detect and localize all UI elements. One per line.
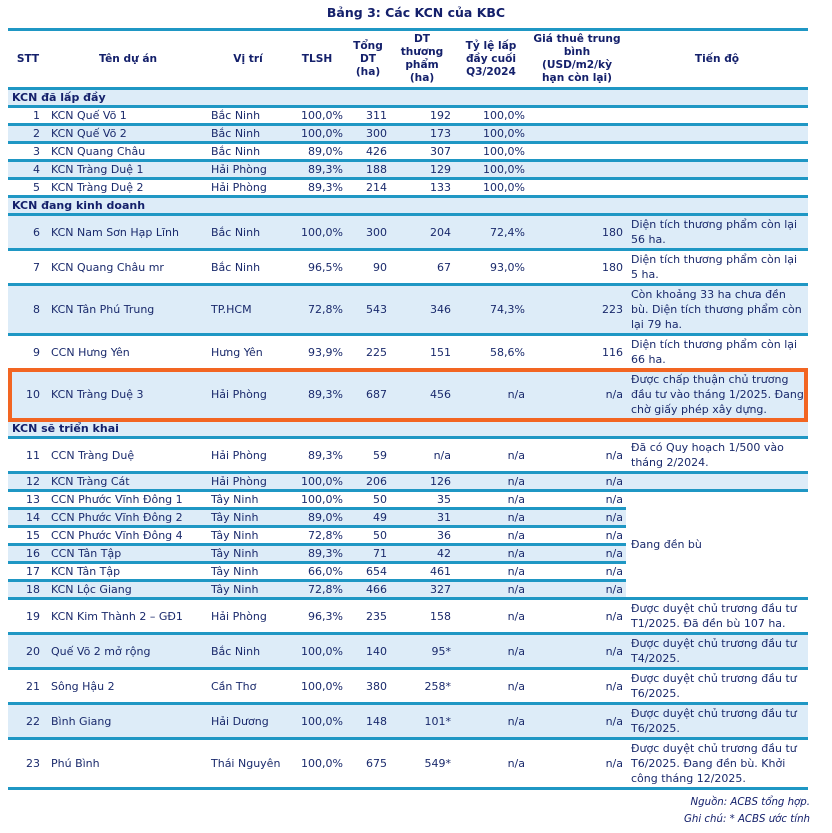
cell-tlsh: 89,3% <box>288 179 346 197</box>
estimate-note: Ghi chú: * ACBS ước tính <box>684 814 810 825</box>
table-row <box>8 739 808 789</box>
cell-progress: Diện tích thương phẩm còn lại 5 ha. <box>626 250 808 285</box>
cell-total: 311 <box>346 107 390 125</box>
group-label: KCN đang kinh doanh <box>8 197 808 215</box>
cell-tlsh: 100,0% <box>288 704 346 739</box>
cell-total: 50 <box>346 491 390 509</box>
cell-rent: n/a <box>528 704 626 739</box>
cell-stt: 20 <box>8 634 48 669</box>
cell-occupancy: n/a <box>454 739 528 789</box>
cell-name: KCN Tràng Cát <box>48 473 208 491</box>
cell-name: KCN Tràng Duệ 2 <box>48 179 208 197</box>
cell-rent: n/a <box>528 739 626 789</box>
cell-tlsh: 72,8% <box>288 527 346 545</box>
cell-location: Cần Thơ <box>208 669 288 704</box>
cell-rent: 223 <box>528 285 626 335</box>
cell-progress: Được duyệt chủ trương đầu tư T6/2025. Đang đền bù. Khởi công tháng 12/2025. <box>626 739 808 789</box>
cell-stt: 16 <box>8 545 48 563</box>
cell-progress <box>626 125 808 143</box>
header-stt: STT <box>8 30 48 89</box>
cell-rent: n/a <box>528 370 626 420</box>
cell-occupancy: n/a <box>454 509 528 527</box>
cell-commercial: 192 <box>390 107 454 125</box>
cell-total: 235 <box>346 599 390 634</box>
cell-name: CCN Phước Vĩnh Đông 4 <box>48 527 208 545</box>
cell-occupancy: 100,0% <box>454 161 528 179</box>
table-row <box>8 107 808 125</box>
cell-stt: 7 <box>8 250 48 285</box>
cell-location: Hải Phòng <box>208 473 288 491</box>
cell-occupancy: 100,0% <box>454 125 528 143</box>
cell-total: 188 <box>346 161 390 179</box>
cell-name: KCN Kim Thành 2 – GĐ1 <box>48 599 208 634</box>
cell-commercial: 31 <box>390 509 454 527</box>
header-location: Vị trí <box>208 30 288 89</box>
cell-tlsh: 89,0% <box>288 509 346 527</box>
cell-total: 654 <box>346 563 390 581</box>
table-body <box>8 89 808 789</box>
header-commercial-area: DT thương phẩm (ha) <box>390 30 454 89</box>
table-row <box>8 704 808 739</box>
cell-stt: 3 <box>8 143 48 161</box>
cell-commercial: 549* <box>390 739 454 789</box>
footnotes <box>0 794 810 828</box>
group-label: KCN đã lấp đầy <box>8 89 808 107</box>
cell-location: Bắc Ninh <box>208 634 288 669</box>
cell-occupancy: 100,0% <box>454 143 528 161</box>
cell-total: 206 <box>346 473 390 491</box>
table-row <box>8 491 808 509</box>
cell-tlsh: 89,3% <box>288 438 346 473</box>
cell-total: 225 <box>346 335 390 370</box>
cell-location: Hải Phòng <box>208 438 288 473</box>
cell-tlsh: 72,8% <box>288 285 346 335</box>
cell-location: Hải Phòng <box>208 161 288 179</box>
cell-occupancy: 93,0% <box>454 250 528 285</box>
cell-progress-merged: Đang đền bù <box>626 491 808 599</box>
cell-location: TP.HCM <box>208 285 288 335</box>
cell-commercial: 307 <box>390 143 454 161</box>
cell-location: Tây Ninh <box>208 491 288 509</box>
cell-rent: n/a <box>528 473 626 491</box>
cell-rent <box>528 107 626 125</box>
cell-occupancy: 100,0% <box>454 179 528 197</box>
cell-name: KCN Quang Châu mr <box>48 250 208 285</box>
cell-occupancy: n/a <box>454 581 528 599</box>
cell-rent: n/a <box>528 634 626 669</box>
cell-tlsh: 89,3% <box>288 161 346 179</box>
cell-rent: n/a <box>528 509 626 527</box>
header-name: Tên dự án <box>48 30 208 89</box>
cell-progress: Được duyệt chủ trương đầu tư T6/2025. <box>626 704 808 739</box>
cell-progress: Diện tích thương phẩm còn lại 56 ha. <box>626 215 808 250</box>
cell-total: 140 <box>346 634 390 669</box>
cell-rent <box>528 161 626 179</box>
cell-progress <box>626 143 808 161</box>
cell-location: Bắc Ninh <box>208 125 288 143</box>
cell-commercial: 35 <box>390 491 454 509</box>
cell-name: KCN Quế Võ 1 <box>48 107 208 125</box>
table-row <box>8 250 808 285</box>
cell-occupancy: n/a <box>454 669 528 704</box>
cell-progress: Còn khoảng 33 ha chưa đền bù. Diện tích thương phẩm còn lại 79 ha. <box>626 285 808 335</box>
cell-tlsh: 96,3% <box>288 599 346 634</box>
header-total-area: Tổng DT (ha) <box>346 30 390 89</box>
cell-name: KCN Tràng Duệ 3 <box>48 370 208 420</box>
cell-name: KCN Tân Tập <box>48 563 208 581</box>
cell-stt: 4 <box>8 161 48 179</box>
group-row <box>8 197 808 215</box>
cell-location: Tây Ninh <box>208 509 288 527</box>
cell-location: Tây Ninh <box>208 581 288 599</box>
cell-rent: n/a <box>528 563 626 581</box>
table-row <box>8 370 808 420</box>
cell-total: 59 <box>346 438 390 473</box>
cell-commercial: n/a <box>390 438 454 473</box>
cell-total: 426 <box>346 143 390 161</box>
cell-rent: 180 <box>528 215 626 250</box>
cell-location: Hải Phòng <box>208 370 288 420</box>
cell-name: CCN Hưng Yên <box>48 335 208 370</box>
cell-stt: 14 <box>8 509 48 527</box>
cell-stt: 11 <box>8 438 48 473</box>
cell-total: 49 <box>346 509 390 527</box>
cell-occupancy: n/a <box>454 599 528 634</box>
table-row <box>8 125 808 143</box>
cell-tlsh: 89,0% <box>288 143 346 161</box>
group-row <box>8 420 808 438</box>
cell-occupancy: n/a <box>454 473 528 491</box>
header-tlsh: TLSH <box>288 30 346 89</box>
cell-progress <box>626 179 808 197</box>
cell-name: Sông Hậu 2 <box>48 669 208 704</box>
table-row <box>8 473 808 491</box>
cell-rent <box>528 143 626 161</box>
cell-tlsh: 89,3% <box>288 370 346 420</box>
cell-name: CCN Tân Tập <box>48 545 208 563</box>
cell-stt: 12 <box>8 473 48 491</box>
cell-rent: n/a <box>528 669 626 704</box>
cell-stt: 5 <box>8 179 48 197</box>
cell-occupancy: n/a <box>454 527 528 545</box>
cell-name: CCN Phước Vĩnh Đông 2 <box>48 509 208 527</box>
cell-tlsh: 100,0% <box>288 669 346 704</box>
cell-tlsh: 100,0% <box>288 215 346 250</box>
cell-total: 50 <box>346 527 390 545</box>
table-title: Bảng 3: Các KCN của KBC <box>326 5 506 20</box>
cell-location: Hải Phòng <box>208 179 288 197</box>
cell-occupancy: n/a <box>454 634 528 669</box>
cell-stt: 21 <box>8 669 48 704</box>
table-row <box>8 669 808 704</box>
cell-commercial: 95* <box>390 634 454 669</box>
cell-name: KCN Quế Võ 2 <box>48 125 208 143</box>
cell-stt: 9 <box>8 335 48 370</box>
cell-name: KCN Quang Châu <box>48 143 208 161</box>
cell-stt: 18 <box>8 581 48 599</box>
table-row <box>8 599 808 634</box>
cell-stt: 1 <box>8 107 48 125</box>
cell-tlsh: 100,0% <box>288 125 346 143</box>
cell-tlsh: 93,9% <box>288 335 346 370</box>
cell-tlsh: 100,0% <box>288 107 346 125</box>
cell-stt: 2 <box>8 125 48 143</box>
table-row <box>8 215 808 250</box>
cell-tlsh: 96,5% <box>288 250 346 285</box>
cell-rent <box>528 179 626 197</box>
cell-location: Bắc Ninh <box>208 143 288 161</box>
cell-commercial: 173 <box>390 125 454 143</box>
header-progress: Tiến độ <box>626 30 808 89</box>
cell-name: KCN Lộc Giang <box>48 581 208 599</box>
cell-location: Bắc Ninh <box>208 215 288 250</box>
cell-occupancy: n/a <box>454 545 528 563</box>
group-label: KCN sẽ triển khai <box>8 420 808 438</box>
cell-location: Tây Ninh <box>208 527 288 545</box>
cell-stt: 8 <box>8 285 48 335</box>
cell-rent <box>528 125 626 143</box>
cell-rent: n/a <box>528 527 626 545</box>
header-occupancy: Tỷ lệ lấp đầy cuối Q3/2024 <box>454 30 528 89</box>
table-row <box>8 634 808 669</box>
cell-total: 71 <box>346 545 390 563</box>
cell-tlsh: 66,0% <box>288 563 346 581</box>
table-row <box>8 179 808 197</box>
cell-commercial: 327 <box>390 581 454 599</box>
cell-occupancy: n/a <box>454 438 528 473</box>
cell-stt: 10 <box>8 370 48 420</box>
cell-rent: 180 <box>528 250 626 285</box>
cell-location: Tây Ninh <box>208 545 288 563</box>
table-row <box>8 161 808 179</box>
cell-rent: n/a <box>528 599 626 634</box>
cell-progress: Diện tích thương phẩm còn lại 66 ha. <box>626 335 808 370</box>
cell-location: Bắc Ninh <box>208 107 288 125</box>
cell-total: 687 <box>346 370 390 420</box>
header-row <box>8 30 808 89</box>
cell-name: KCN Tràng Duệ 1 <box>48 161 208 179</box>
cell-location: Tây Ninh <box>208 563 288 581</box>
cell-occupancy: 74,3% <box>454 285 528 335</box>
cell-stt: 23 <box>8 739 48 789</box>
cell-stt: 6 <box>8 215 48 250</box>
cell-stt: 13 <box>8 491 48 509</box>
cell-commercial: 42 <box>390 545 454 563</box>
cell-tlsh: 100,0% <box>288 491 346 509</box>
cell-location: Thái Nguyên <box>208 739 288 789</box>
cell-commercial: 456 <box>390 370 454 420</box>
table-row <box>8 143 808 161</box>
cell-occupancy: n/a <box>454 370 528 420</box>
kcn-table <box>8 28 808 790</box>
cell-total: 300 <box>346 125 390 143</box>
source-note: Nguồn: ACBS tổng hợp. <box>690 797 810 808</box>
cell-total: 148 <box>346 704 390 739</box>
cell-progress <box>626 473 808 491</box>
cell-commercial: 101* <box>390 704 454 739</box>
table-row <box>8 285 808 335</box>
cell-stt: 22 <box>8 704 48 739</box>
cell-name: CCN Tràng Duệ <box>48 438 208 473</box>
cell-tlsh: 89,3% <box>288 545 346 563</box>
cell-rent: n/a <box>528 491 626 509</box>
cell-name: KCN Nam Sơn Hạp Lĩnh <box>48 215 208 250</box>
cell-stt: 19 <box>8 599 48 634</box>
cell-rent: n/a <box>528 581 626 599</box>
cell-tlsh: 72,8% <box>288 581 346 599</box>
cell-commercial: 129 <box>390 161 454 179</box>
cell-location: Hưng Yên <box>208 335 288 370</box>
cell-name: Phú Bình <box>48 739 208 789</box>
cell-commercial: 133 <box>390 179 454 197</box>
cell-occupancy: n/a <box>454 704 528 739</box>
table-row <box>8 438 808 473</box>
cell-tlsh: 100,0% <box>288 634 346 669</box>
cell-total: 90 <box>346 250 390 285</box>
cell-commercial: 204 <box>390 215 454 250</box>
cell-commercial: 258* <box>390 669 454 704</box>
cell-progress: Được duyệt chủ trương đầu tư T1/2025. Đã đền bù 107 ha. <box>626 599 808 634</box>
cell-commercial: 158 <box>390 599 454 634</box>
cell-commercial: 346 <box>390 285 454 335</box>
header-rent: Giá thuê trung bình (USD/m2/kỳ hạn còn lại) <box>528 30 626 89</box>
cell-rent: n/a <box>528 545 626 563</box>
cell-name: CCN Phước Vĩnh Đông 1 <box>48 491 208 509</box>
cell-total: 380 <box>346 669 390 704</box>
cell-commercial: 461 <box>390 563 454 581</box>
cell-progress <box>626 161 808 179</box>
cell-progress <box>626 107 808 125</box>
cell-name: KCN Tân Phú Trung <box>48 285 208 335</box>
cell-total: 300 <box>346 215 390 250</box>
cell-occupancy: 100,0% <box>454 107 528 125</box>
table-row <box>8 335 808 370</box>
cell-progress: Được duyệt chủ trương đầu tư T4/2025. <box>626 634 808 669</box>
cell-location: Bắc Ninh <box>208 250 288 285</box>
cell-name: Bình Giang <box>48 704 208 739</box>
cell-location: Hải Dương <box>208 704 288 739</box>
cell-rent: n/a <box>528 438 626 473</box>
cell-tlsh: 100,0% <box>288 473 346 491</box>
cell-total: 466 <box>346 581 390 599</box>
table-container <box>8 28 808 790</box>
cell-stt: 15 <box>8 527 48 545</box>
cell-stt: 17 <box>8 563 48 581</box>
cell-rent: 116 <box>528 335 626 370</box>
cell-progress: Đã có Quy hoạch 1/500 vào tháng 2/2024. <box>626 438 808 473</box>
cell-progress: Được duyệt chủ trương đầu tư T6/2025. <box>626 669 808 704</box>
cell-name: Quế Võ 2 mở rộng <box>48 634 208 669</box>
cell-occupancy: 58,6% <box>454 335 528 370</box>
group-row <box>8 89 808 107</box>
cell-occupancy: n/a <box>454 563 528 581</box>
cell-occupancy: n/a <box>454 491 528 509</box>
cell-total: 543 <box>346 285 390 335</box>
cell-occupancy: 72,4% <box>454 215 528 250</box>
cell-commercial: 126 <box>390 473 454 491</box>
cell-total: 214 <box>346 179 390 197</box>
cell-location: Hải Phòng <box>208 599 288 634</box>
cell-total: 675 <box>346 739 390 789</box>
cell-progress: Được chấp thuận chủ trương đầu tư vào tháng 1/2025. Đang chờ giấy phép xây dựng. <box>626 370 808 420</box>
cell-tlsh: 100,0% <box>288 739 346 789</box>
cell-commercial: 151 <box>390 335 454 370</box>
cell-commercial: 36 <box>390 527 454 545</box>
cell-commercial: 67 <box>390 250 454 285</box>
